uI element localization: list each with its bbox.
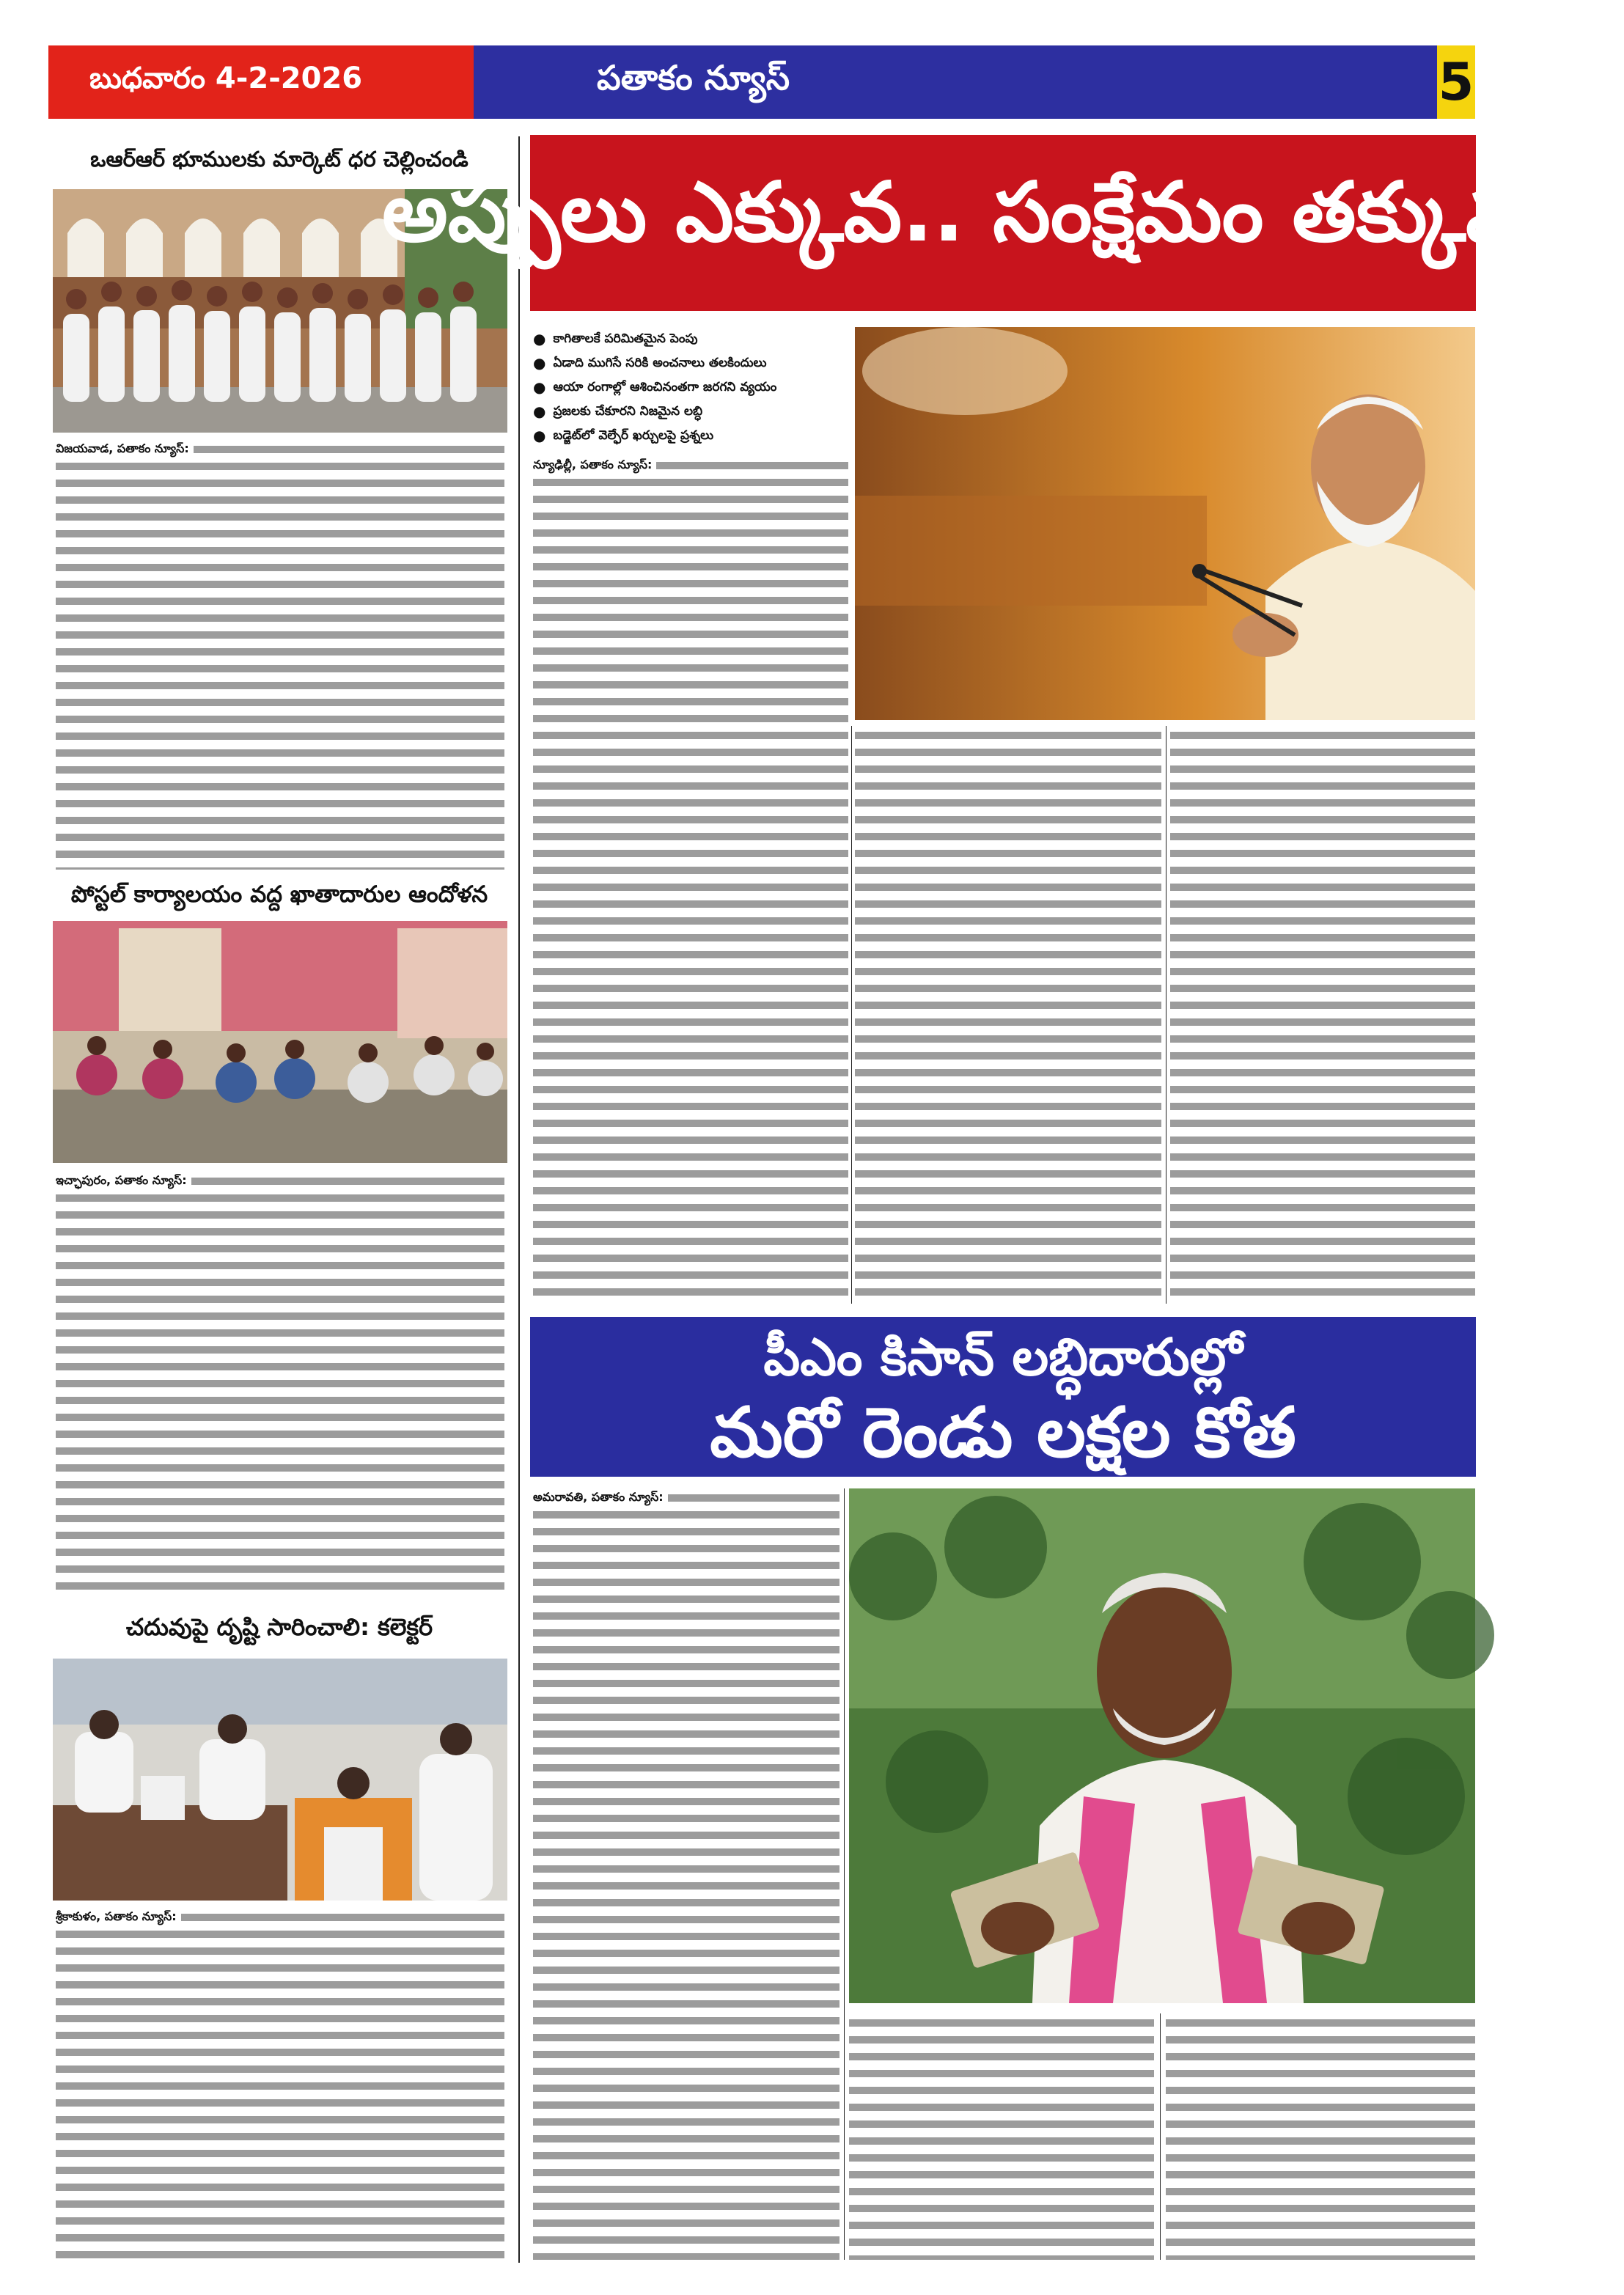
collector-visit-photo: [53, 1659, 507, 1901]
farmer-with-cash-photo: [849, 1488, 1475, 2003]
bullet-item: [533, 424, 856, 448]
bullet-dot-icon: ●: [533, 330, 546, 348]
bullet-text: ఆయా రంగాల్లో ఆశించినంతగా జరగని వ్యయం: [553, 380, 777, 394]
bullet-dot-icon: ●: [533, 354, 546, 372]
story2-dateline: ఇచ్ఛాపురం, పతాకం న్యూస్:: [56, 1172, 191, 1189]
page-number: [1437, 45, 1475, 119]
bullet-dot-icon: ●: [533, 427, 546, 444]
page-number-text: 5: [1438, 52, 1474, 112]
kisan-headline-line1: పీఎం కిసాన్ లబ్ధిదారుల్లో: [763, 1327, 1243, 1387]
bullet-text: బడ్జెట్‌లో వెల్ఫేర్ ఖర్చులపై ప్రశ్నలు: [553, 428, 714, 443]
masthead-date: [48, 45, 474, 119]
kisan-body-col2: [849, 2013, 1154, 2260]
masthead-paper-name: [474, 45, 1437, 119]
bullet-text: ఏడాది ముగిసే సరికి అంచనాలు తలకిందులు: [553, 356, 767, 370]
bullet-item: [533, 400, 856, 424]
bullet-dot-icon: ●: [533, 378, 546, 396]
column-divider: [1160, 2013, 1161, 2260]
postal-protest-photo: [53, 921, 507, 1163]
bullet-item: [533, 327, 856, 351]
kisan-dateline: అమరావతి, పతాకం న్యూస్:: [533, 1488, 668, 1505]
lead-headline-text: అప్పులు ఎక్కువ.. సంక్షేమం తక్కువ..!: [382, 165, 1624, 260]
kisan-headline-box: [530, 1317, 1476, 1477]
bullet-item: [533, 375, 856, 400]
story3-body: [56, 1908, 504, 2266]
lead-bullets: [533, 327, 856, 448]
column-divider: [851, 726, 852, 1304]
lead-body-col2: [855, 726, 1161, 1304]
paper-name-text: పతాకం న్యూస్: [597, 58, 790, 98]
lead-body-col3: [1170, 726, 1475, 1304]
column-divider: [518, 136, 520, 2263]
lead-body-col1: [533, 456, 848, 1304]
bullet-dot-icon: ●: [533, 403, 546, 420]
story2-headline: పోస్టల్ కార్యాలయం వద్ద ఖాతాదారుల ఆందోళన: [70, 881, 488, 908]
kisan-body-col3: [1166, 2013, 1475, 2260]
kisan-headline-line2: మరో రెండు లక్షల కోత: [710, 1393, 1296, 1473]
bullet-text: కాగితాలకే పరిమితమైన పెంపు: [553, 331, 698, 346]
modi-speech-photo: [855, 327, 1475, 720]
story3-dateline: శ్రీకాకుళం, పతాకం న్యూస్:: [56, 1908, 181, 1925]
lead-headline: [382, 135, 1624, 311]
story2-body: [56, 1172, 504, 1591]
bullet-item: [533, 351, 856, 375]
story3-headline: చదువుపై దృష్టి సారించాలి: కలెక్టర్: [125, 1613, 433, 1641]
date-text: బుధవారం 4-2-2026: [89, 62, 363, 95]
story1-headline: ఒఆర్ఆర్ భూములకు మార్కెట్ ధర చెల్లించండి: [90, 147, 469, 172]
bullet-text: ప్రజలకు చేకూరని నిజమైన లబ్ధి: [553, 404, 703, 419]
kisan-body-col1: [533, 1488, 839, 2260]
lead-dateline: న్యూఢిల్లీ, పతాకం న్యూస్:: [533, 456, 656, 473]
story1-body: [56, 440, 504, 870]
story1-dateline: విజయవాడ, పతాకం న్యూస్:: [56, 440, 194, 457]
column-divider: [844, 1488, 845, 2260]
